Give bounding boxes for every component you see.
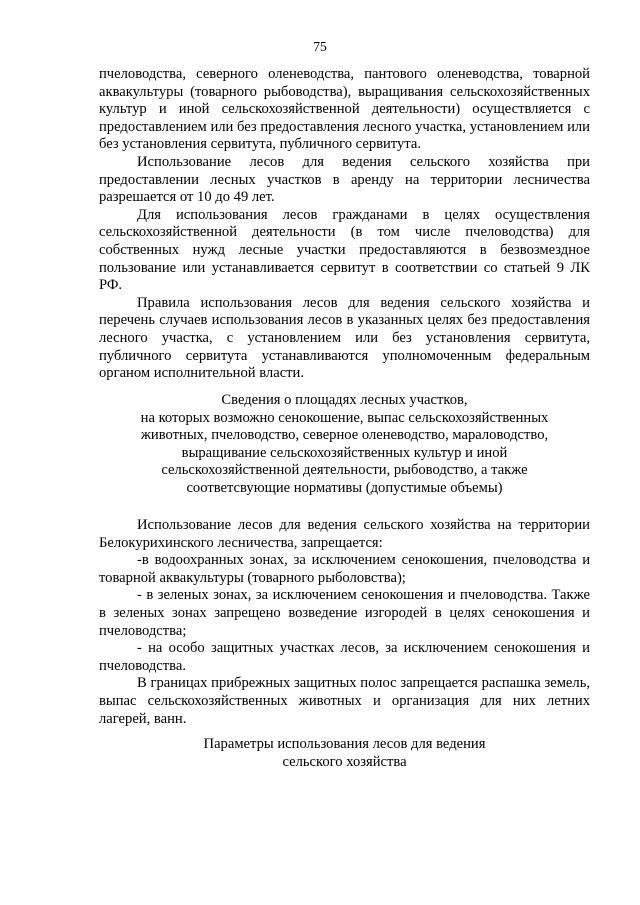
paragraph-lease-term: Использование лесов для ведения сельского хозяйства при предоставлении лесных участков в аренду на территории лесничества разрешается от 10 до 49 лет. — [99, 153, 590, 206]
body-text-top — [99, 66, 590, 383]
section-heading — [99, 392, 590, 498]
final-heading-line: сельского хозяйства — [282, 753, 407, 770]
paragraph-protective-areas: - на особо защитных участках лесов, за исключением сенокошения и пчеловодства. — [99, 640, 590, 674]
section-heading-line: выращивание сельскохозяйственных культур и иной — [181, 444, 508, 461]
page-number: 75 — [313, 39, 327, 54]
section-heading-line: животных, пчеловодство, северное оленеводство, мараловодство, — [140, 427, 549, 444]
body-text-bottom — [99, 517, 590, 728]
section-heading-line: на которых возможно сенокошение, выпас сельскохозяйственных — [140, 409, 549, 426]
paragraph-water-zones: -в водоохранных зонах, за исключением сенокошения, пчеловодства и товарной аквакультуры (товарного рыболовства); — [99, 552, 590, 586]
final-heading — [99, 736, 590, 771]
section-heading-line: соответсвующие нормативы (допустимые объемы) — [186, 479, 503, 496]
section-heading-line: Сведения о площадях лесных участков, — [221, 392, 468, 408]
paragraph-citizens-use: Для использования лесов гражданами в целях осуществления сельскохозяйственной деятельности (в том числе пчеловодства) для собственных нужд лесные участки предоставляются в безвозмездное пользование или устанавливается сервитут в соответствии со статьей 9 ЛК РФ. — [99, 206, 590, 294]
paragraph-green-zones: - в зеленых зонах, за исключением сенокошения и пчеловодства. Также в зеленых зонах запрещено возведение изгородей в целях сенокошения и пчеловодства; — [99, 587, 590, 639]
paragraph-continuation: пчеловодства, северного оленеводства, пантового оленеводства, товарной аквакультуры (товарного рыбоводства), выращивания сельскохозяйственных культур и иной сельскохозяйственной деятельности) осуществляется с предоставлением или без предоставления лесного участка, установлением или без установления сервитута, публичного сервитута. — [99, 66, 590, 153]
section-heading-line: сельскохозяйственной деятельности, рыбоводство, а также — [161, 462, 528, 479]
paragraph-coastal-strips: В границах прибрежных защитных полос запрещается распашка земель, выпас сельскохозяйственных животных и организация для них летних лагерей, ванн. — [99, 675, 590, 727]
final-heading-line: Параметры использования лесов для ведения — [203, 736, 486, 752]
paragraph-prohibition-intro: Использование лесов для ведения сельского хозяйства на территории Белокурихинского лесничества, запрещается: — [99, 517, 590, 551]
paragraph-rules: Правила использования лесов для ведения сельского хозяйства и перечень случаев использования лесов в указанных целях без предоставления лесного участка, с установлением или без установления сервитута, публичного сервитута устанавливаются уполномоченным федеральным органом исполнительной власти. — [99, 294, 590, 382]
